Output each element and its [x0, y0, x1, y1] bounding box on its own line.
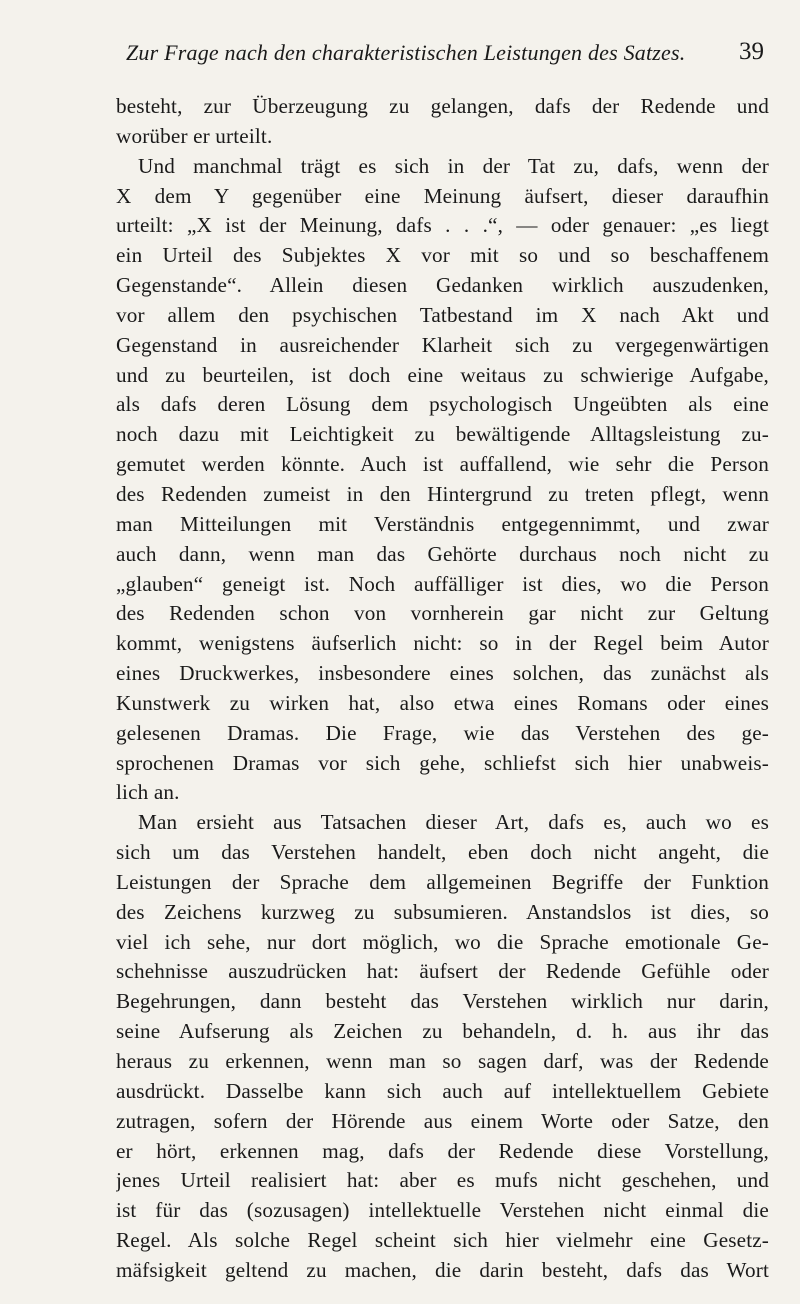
- text-line: zutragen, sofern der Hörende aus einem Worte oder Satze, den: [116, 1108, 769, 1133]
- text-line: heraus zu erkennen, wenn man so sagen darf, was der Redende: [116, 1049, 769, 1073]
- text-line: X dem Y gegenüber eine Meinung äufsert, dieser daraufhin: [116, 183, 769, 208]
- text-line: Gegenstande“. Allein diesen Gedanken wirklich auszudenken,: [116, 273, 769, 298]
- text-line: und zu beurteilen, ist doch eine weitaus zu schwierige Aufgabe,: [116, 362, 769, 387]
- text-line: jenes Urteil realisiert hat: aber es mufs nicht geschehen, und: [116, 1168, 769, 1193]
- text-line: besteht, zur Überzeugung zu gelangen, dafs der Redende und: [116, 94, 769, 118]
- text-line: Und manchmal trägt es sich in der Tat zu, dafs, wenn der: [138, 153, 769, 178]
- text-line: des Redenden schon von vornherein gar nicht zur Geltung: [116, 601, 769, 626]
- text-line: sprochenen Dramas vor sich gehe, schliefst sich hier unabweis-: [116, 750, 769, 775]
- text-line: gelesenen Dramas. Die Frage, wie das Verstehen des ge-: [116, 720, 769, 745]
- text-line: seine Aufserung als Zeichen zu behandeln, d. h. aus ihr das: [116, 1019, 769, 1044]
- text-line: kommt, wenigstens äufserlich nicht: so in der Regel beim Autor: [116, 631, 769, 656]
- text-line: Leistungen der Sprache dem allgemeinen Begriffe der Funktion: [116, 869, 769, 894]
- page-number: 39: [739, 38, 764, 65]
- text-line: auch dann, wenn man das Gehörte durchaus noch nicht zu: [116, 541, 769, 566]
- text-line: „glauben“ geneigt ist. Noch auffälliger ist dies, wo die Person: [116, 571, 769, 596]
- text-line: schehnisse auszudrücken hat: äufsert der Redende Gefühle oder: [116, 959, 769, 984]
- running-head: Zur Frage nach den charakteristischen Leistungen des Satzes.: [126, 40, 686, 65]
- text-line: vor allem den psychischen Tatbestand im X nach Akt und: [116, 302, 769, 327]
- text-line: viel ich sehe, nur dort möglich, wo die Sprache emotionale Ge-: [116, 929, 769, 954]
- text-line: sich um das Verstehen handelt, eben doch nicht angeht, die: [116, 840, 769, 865]
- text-line: Kunstwerk zu wirken hat, also etwa eines Romans oder eines: [116, 690, 769, 715]
- text-line: Regel. Als solche Regel scheint sich hier vielmehr eine Gesetz-: [116, 1228, 769, 1253]
- text-line: eines Druckwerkes, insbesondere eines solchen, das zunächst als: [116, 661, 769, 686]
- text-line: Man ersieht aus Tatsachen dieser Art, dafs es, auch wo es: [138, 810, 769, 835]
- text-line: ein Urteil des Subjektes X vor mit so und so beschaffenem: [116, 243, 769, 268]
- text-line: Begehrungen, dann besteht das Verstehen wirklich nur darin,: [116, 989, 769, 1014]
- text-line: mäfsigkeit geltend zu machen, die darin besteht, dafs das Wort: [116, 1257, 769, 1282]
- text-line: des Zeichens kurzweg zu subsumieren. Anstandslos ist dies, so: [116, 899, 769, 924]
- text-line: als dafs deren Lösung dem psychologisch Ungeübten als eine: [116, 392, 769, 417]
- text-line: noch dazu mit Leichtigkeit zu bewältigende Alltagsleistung zu-: [116, 422, 769, 447]
- page-header: [112, 40, 770, 74]
- text-line: worüber er urteilt.: [116, 123, 273, 148]
- text-line: er hört, erkennen mag, dafs der Redende diese Vorstellung,: [116, 1138, 769, 1163]
- text-line: urteilt: „X ist der Meinung, dafs . . .“, — oder genauer: „es liegt: [116, 213, 769, 238]
- text-line: des Redenden zumeist in den Hintergrund zu treten pflegt, wenn: [116, 481, 769, 506]
- text-line: lich an.: [116, 780, 180, 805]
- text-line: ist für das (sozusagen) intellektuelle Verstehen nicht einmal die: [116, 1198, 769, 1223]
- text-line: Gegenstand in ausreichender Klarheit sich zu vergegenwärtigen: [116, 332, 769, 357]
- body-text: [116, 92, 769, 1292]
- text-line: gemutet werden könnte. Auch ist auffallend, wie sehr die Person: [116, 452, 769, 477]
- text-line: man Mitteilungen mit Verständnis entgegennimmt, und zwar: [116, 511, 769, 536]
- text-line: ausdrückt. Dasselbe kann sich auch auf intellektuellem Gebiete: [116, 1078, 769, 1103]
